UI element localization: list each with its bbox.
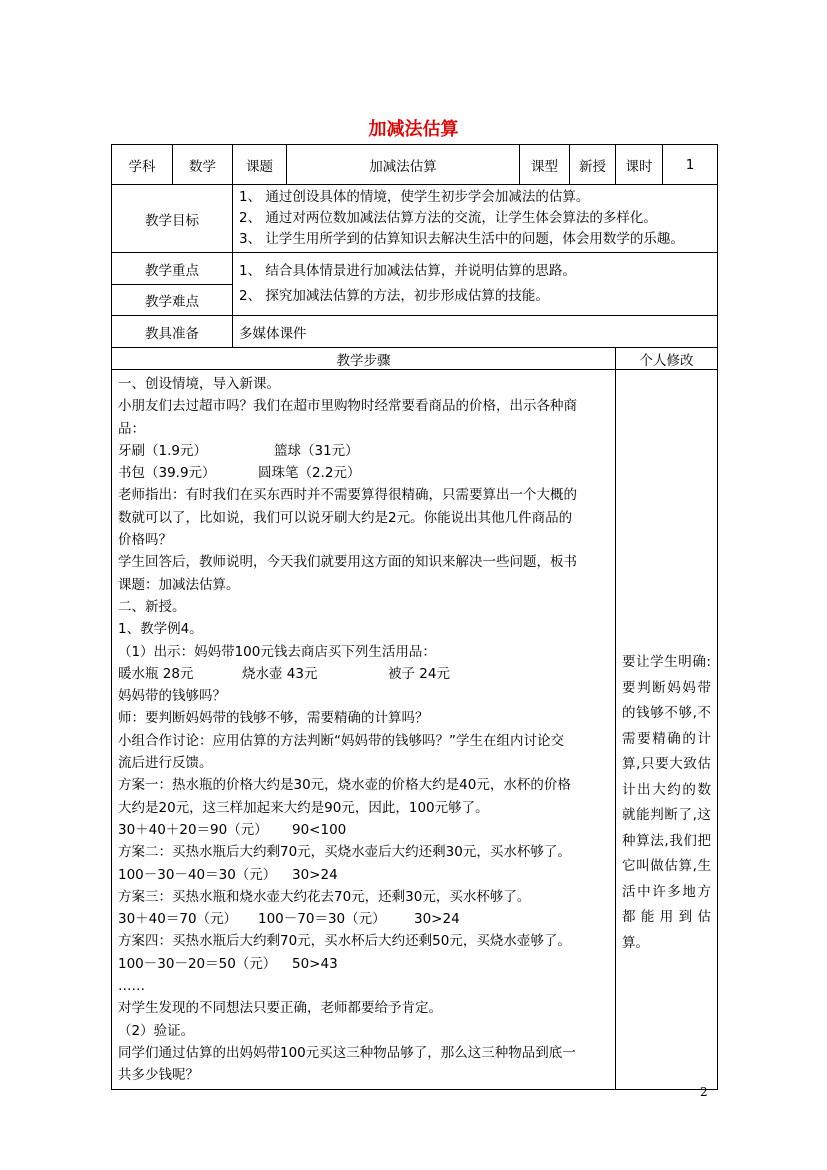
step-line: 价格吗？ <box>118 532 172 549</box>
materials-row <box>112 316 718 348</box>
step-line: 流后进行反馈。 <box>118 755 213 772</box>
difficulties-label: 教学难点 <box>112 285 233 316</box>
item-pen: 圆珠笔（2.2元） <box>258 465 361 482</box>
step-line: （1）出示：妈妈带100元钱去商店买下列生活用品： <box>118 643 436 660</box>
type-value: 新授 <box>570 145 616 185</box>
goal-item: 3、 让学生用所学到的估算知识去解决生活中的问题，体会用数学的乐趣。 <box>239 231 684 247</box>
equation: 100－30－20＝50（元） <box>118 955 277 972</box>
goals-row <box>112 185 718 253</box>
step-line: 大约是20元，这三样加起来大约是90元，因此，100元够了。 <box>118 799 489 816</box>
steps-header-row <box>112 348 718 370</box>
step-line: 小朋友们去过超市吗？我们在超市里购物时经常要看商品的价格，出示各种商 <box>118 398 577 415</box>
document-title: 加减法估算 <box>368 119 459 140</box>
equation: 100－30－40＝30（元） <box>118 866 277 883</box>
goals-content <box>233 185 718 253</box>
key-point-line: 1、 结合具体情景进行加减法估算，并说明估算的思路。 <box>239 263 576 279</box>
step-line: 品： <box>118 420 145 437</box>
difficulty-line: 2、 探究加减法估算的方法，初步形成估算的技能。 <box>239 288 549 304</box>
step-line: 方案二：买热水瓶后大约剩70元，买烧水壶后大约还剩30元，买水杯够了。 <box>118 844 571 861</box>
comparison: 30>24 <box>292 866 338 883</box>
item-thermos: 暖水瓶 28元 <box>118 665 194 682</box>
step-line <box>118 908 609 930</box>
type-label: 课型 <box>520 145 570 185</box>
step-line: 同学们通过估算的出妈妈带100元买这三种物品够了，那么这三种物品到底一 <box>118 1044 576 1061</box>
materials-label: 教具准备 <box>112 316 233 348</box>
goal-item: 2、 通过对两位数加减法估算方法的交流，让学生体会算法的多样化。 <box>239 210 657 226</box>
step-line <box>118 462 609 484</box>
subject-value: 数学 <box>173 145 233 185</box>
step-line: 共多少钱呢？ <box>118 1067 199 1084</box>
lesson-plan-table <box>111 144 718 1090</box>
equation: 30＋40＝70（元） <box>118 911 238 928</box>
comparison: 90<100 <box>292 821 347 838</box>
step-line: 方案一：热水瓶的价格大约是30元，烧水壶的价格大约是40元，水杯的价格 <box>118 777 571 794</box>
step-line <box>118 663 609 685</box>
steps-content <box>112 370 616 1090</box>
goals-label: 教学目标 <box>112 185 233 253</box>
step-line: 小组合作讨论：应用估算的方法判断“妈妈带的钱够吗？”学生在组内讨论交 <box>118 732 564 749</box>
steps-row <box>112 370 718 1090</box>
step-line: 数就可以了，比如说，我们可以说牙刷大约是2元。你能说出其他几件商品的 <box>118 509 573 526</box>
step-line <box>118 819 609 841</box>
step-line <box>118 864 609 886</box>
step-line: 对学生发现的不同想法只要正确，老师都要给予肯定。 <box>118 1000 442 1017</box>
hours-value: 1 <box>663 145 718 185</box>
topic-value: 加减法估算 <box>287 145 520 185</box>
step-line: 方案三：买热水瓶和烧水壶大约花去70元，还剩30元，买水杯够了。 <box>118 888 531 905</box>
subject-label: 学科 <box>112 145 173 185</box>
step-line <box>118 440 609 462</box>
step-line: 方案四：买热水瓶后大约剩70元，买水杯后大约还剩50元，买烧水壶够了。 <box>118 933 571 950</box>
header-row <box>112 145 718 185</box>
hours-label: 课时 <box>616 145 663 185</box>
topic-label: 课题 <box>233 145 287 185</box>
teacher-note: 要让学生明确:要判断妈妈带的钱够不够,不需要精确的计算,只要大致估计出大约的数就能判断了,这种算法,我们把它叫做估算,生活中许多地方都能用到估算。 <box>616 370 718 1090</box>
comparison: 50>43 <box>292 955 338 972</box>
equation: 100－70＝30（元） <box>258 911 386 928</box>
equation: 30＋40＋20＝90（元） <box>118 821 268 838</box>
key-difficult-content <box>233 253 718 316</box>
step-line: 一、创设情境，导入新课。 <box>118 376 280 392</box>
step-line: 二、新授。 <box>118 598 186 615</box>
step-line: 妈妈带的钱够吗？ <box>118 688 226 705</box>
step-line: 师：要判断妈妈带的钱够不够，需要精确的计算吗？ <box>118 710 429 727</box>
step-line: 学生回答后，教师说明，今天我们就要用这方面的知识来解决一些问题，板书 <box>118 554 577 571</box>
step-line: 老师指出：有时我们在买东西时并不需要算得很精确，只需要算出一个大概的 <box>118 487 577 504</box>
page-number: 2 <box>700 1085 708 1099</box>
step-line: …… <box>118 978 145 995</box>
key-points-label: 教学重点 <box>112 253 233 285</box>
item-quilt: 被子 24元 <box>388 665 450 682</box>
item-basketball: 篮球（31元） <box>274 442 359 459</box>
item-schoolbag: 书包（39.9元） <box>118 465 216 482</box>
step-line <box>118 953 609 975</box>
steps-header: 教学步骤 <box>112 348 616 370</box>
item-kettle: 烧水壶 43元 <box>242 665 318 682</box>
item-toothbrush: 牙刷（1.9元） <box>118 442 207 459</box>
step-line: （2）验证。 <box>118 1022 195 1039</box>
step-line: 课题：加减法估算。 <box>118 576 240 593</box>
comparison: 30>24 <box>414 911 460 928</box>
materials-value: 多媒体课件 <box>233 316 718 348</box>
notes-header: 个人修改 <box>616 348 718 370</box>
key-points-row <box>112 253 718 285</box>
step-line: 1、教学例4。 <box>118 621 203 638</box>
goal-item: 1、 通过创设具体的情境，使学生初步学会加减法的估算。 <box>239 189 590 205</box>
